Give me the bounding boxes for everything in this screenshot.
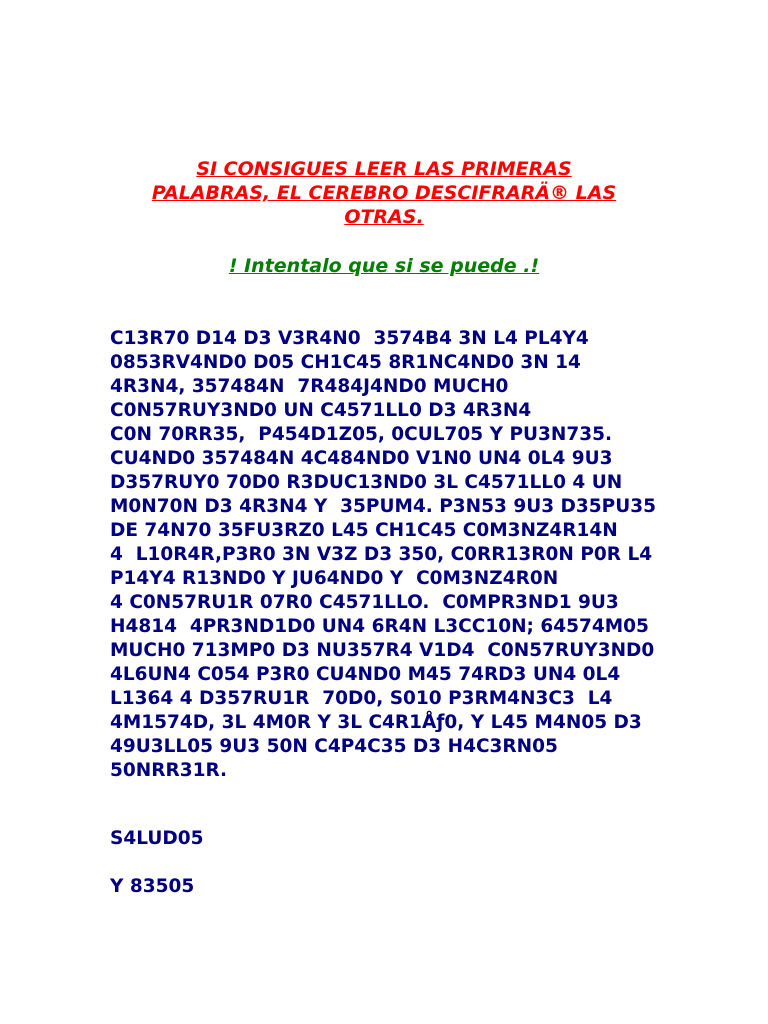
body-line: 4M1574D, 3L 4M0R Y 3L C4R1Åƒ0, Y L45 M4N05 D3 xyxy=(110,712,642,733)
body-line: CU4ND0 357484N 4C484ND0 V1N0 UN4 0L4 9U3 xyxy=(110,448,613,469)
body-line: DE 74N70 35FU3RZ0 L45 CH1C45 C0M3NZ4R14N xyxy=(110,520,618,541)
body-line: 49U3LL05 9U3 50N C4P4C35 D3 H4C3RN05 xyxy=(110,736,558,757)
body-line: C13R70 D14 D3 V3R4N0 3574B4 3N L4 PL4Y4 xyxy=(110,328,589,349)
body-line: D357RUY0 70D0 R3DUC13ND0 3L C4571LL0 4 UN xyxy=(110,472,623,493)
document-title xyxy=(100,157,668,229)
body-line: 50NRR31R. xyxy=(110,760,228,781)
body-line: 4 C0N57RU1R 07R0 C4571LLO. C0MPR3ND1 9U3 xyxy=(110,592,619,613)
body-line: L1364 4 D357RU1R 70D0, S010 P3RM4N3C3 L4 xyxy=(110,688,613,709)
document-subtitle: ! Intentalo que si se puede .! xyxy=(228,255,540,277)
body-line: C0N 70RR35, P454D1Z05, 0CUL705 Y PU3N735. xyxy=(110,424,613,445)
body-line: M0N70N D3 4R3N4 Y 35PUM4. P3N53 9U3 D35PU35 xyxy=(110,496,656,517)
signoff-kisses: Y 83505 xyxy=(110,876,195,897)
title-line: PALABRAS, EL CEREBRO DESCIFRARÄ® LAS xyxy=(151,182,617,204)
signoff-greeting: S4LUD05 xyxy=(110,828,204,849)
body-line: 4 L10R4R,P3R0 3N V3Z D3 350, C0RR13R0N P0R L4 xyxy=(110,544,653,565)
body-line: 4R3N4, 357484N 7R484J4ND0 MUCH0 xyxy=(110,376,509,397)
body-line: 0853RV4ND0 D05 CH1C45 8R1NC4ND0 3N 14 xyxy=(110,352,581,373)
body-line: H4814 4PR3ND1D0 UN4 6R4N L3CC10N; 64574M05 xyxy=(110,616,649,637)
body-line: C0N57RUY3ND0 UN C4571LL0 D3 4R3N4 xyxy=(110,400,532,421)
body-line: 4L6UN4 C054 P3R0 CU4ND0 M45 74RD3 UN4 0L4 xyxy=(110,664,621,685)
body-line: P14Y4 R13ND0 Y JU64ND0 Y C0M3NZ4R0N xyxy=(110,568,559,589)
body-line: MUCH0 713MP0 D3 NU357R4 V1D4 C0N57RUY3ND0 xyxy=(110,640,655,661)
title-line: SI CONSIGUES LEER LAS PRIMERAS xyxy=(196,158,572,180)
document-body xyxy=(110,327,760,783)
title-line: OTRAS. xyxy=(344,206,424,228)
